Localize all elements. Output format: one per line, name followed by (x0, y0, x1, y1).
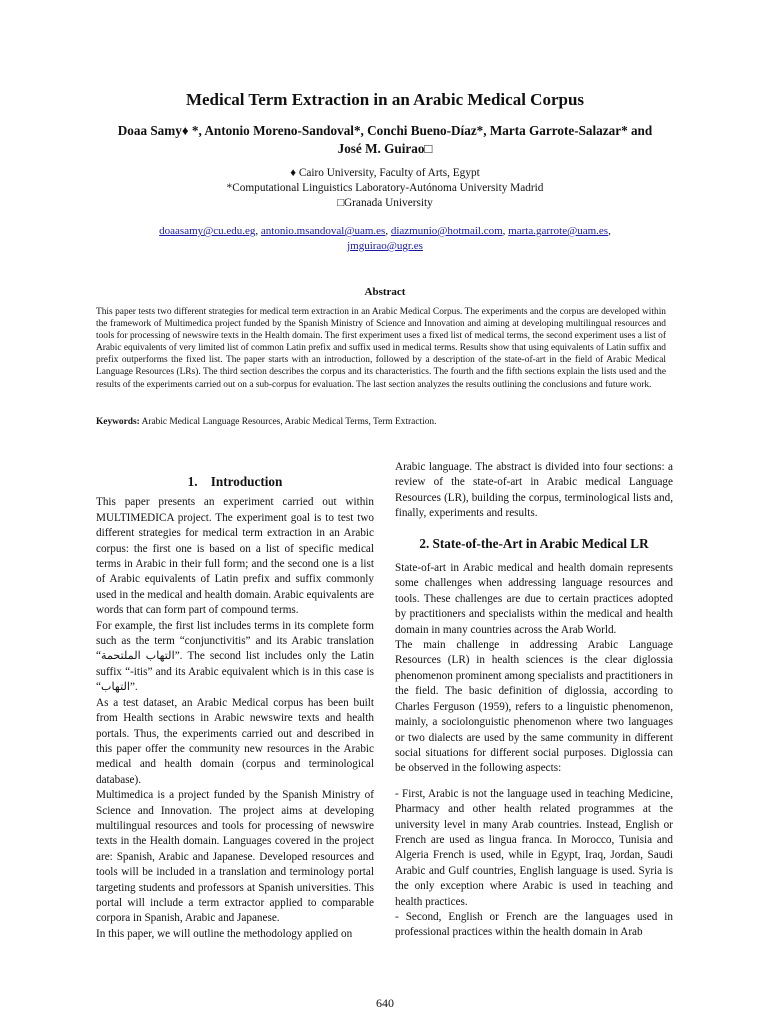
sota-bullet: - First, Arabic is not the language used in teaching Medicine, Pharmacy and other health related programmes at the university level in many Arab countries. Instead, English or French are used as lingua franca. In Morocco, Tunisia and Algeria French is used, while in Egypt, Iraq, Jordan, Saudi Arabic and Gulf countries, English language is used. Syria is the only exception where Arabic is used in teaching and health practices. (395, 787, 673, 908)
keywords-text: Arabic Medical Language Resources, Arabic Medical Terms, Term Extraction. (141, 417, 437, 427)
sota-paragraph: State-of-art in Arabic medical and health domain represents some challenges when addressing language resources and tools. These challenges are due to certain practices adopted by practitioners and specialists within the medical and health domain in many countries across the Arab World. (395, 562, 673, 636)
affiliation-cairo: ♦ Cairo University, Faculty of Arts, Egypt (290, 167, 480, 179)
email-separator: , (608, 225, 611, 237)
intro-paragraph: Multimedica is a project funded by the Spanish Ministry of Science and Innovation. The project aims at developing multilingual resources and tools for processing of newswire texts in the Health domain. Languages covered in the project are: Spanish, Arabic and Japanese. Developed resources and tools will be included in a translation and terminology portal targeting students and professors at Spanish universities. This portal will include a term extractor applied to comparable corpora in Spanish, Arabic and Japanese. (96, 789, 374, 925)
email-list (110, 224, 660, 254)
section-heading-introduction: 1. Introduction (187, 474, 283, 489)
intro-paragraph: As a test dataset, an Arabic Medical corpus has been built from Health sections in Arabic newswire texts and health portals. Thus, the experiments carried out and described in this paper offer the community new resources in the Arabic medical and health domain (corpus and terminological database). (96, 696, 374, 786)
authors-line-1: Doaa Samy♦ *, Antonio Moreno-Sandoval*, Conchi Bueno-Díaz*, Marta Garrote-Salazar* and (117, 123, 653, 138)
paragraph-gap (395, 777, 673, 787)
email-separator: , (502, 225, 509, 237)
left-column (96, 474, 374, 942)
keywords-label: Keywords: (96, 417, 140, 427)
intro-paragraph: In this paper, we will outline the methodology applied on (96, 927, 353, 940)
author-list (80, 122, 690, 158)
email-separator: , (385, 225, 391, 237)
email-separator: , (255, 225, 261, 237)
section-heading-state-of-the-art: 2. State-of-the-Art in Arabic Medical LR (419, 535, 649, 551)
intro-paragraph: This paper presents an experiment carried out within MULTIMEDICA project. The experiment goal is to test two different strategies for medical term extraction in an Arabic corpus: the first one is based on a list of specific medical terms in Arabic in their full form; and the second one is a list of Arabic equivalents of Latin prefix and suffix commonly used in the medical and health domain. Arabic equivalents are words that can form part of compound terms. (96, 496, 374, 617)
authors-line-2: José M. Guirao□ (337, 141, 433, 156)
page-number: 640 (376, 996, 394, 1010)
right-column (395, 460, 673, 941)
intro-paragraph: For example, the first list includes terms in its complete form such as the term “conjunctivitis” and its Arabic translation “التهاب الملتحمة”. The second list includes only the Latin suffix “-itis” and its Arabic equivalent which is in this case is “التهاب”. (96, 619, 374, 694)
affiliations (100, 166, 670, 211)
sota-paragraph: The main challenge in addressing Arabic Language Resources (LR) in health sciences is the clear diglossia phenomenon prominent among specialists and practitioners in the field. The basic definition of diglossia, according to Charles Ferguson (1959), refers to a linguistic phenomenon, mainly, a sociolonguistic phenomenon where two languages or two dialects are used by the same community in different social situations for different social purposes. Diglossia can be observed in the following aspects: (395, 639, 673, 775)
sota-bullet: - Second, English or French are the languages used in professional practices within the health domain in Arab (395, 910, 673, 939)
email-link[interactable]: diazmunio@hotmail.com (390, 225, 503, 237)
affiliation-madrid: *Computational Linguistics Laboratory-Autónoma University Madrid (226, 182, 544, 194)
email-link[interactable]: jmguirao@ugr.es (347, 240, 423, 252)
email-link[interactable]: doaasamy@cu.edu.eg (159, 225, 256, 237)
email-link[interactable]: antonio.msandoval@uam.es (260, 225, 386, 237)
keywords (96, 416, 666, 428)
abstract-text: This paper tests two different strategies for medical term extraction in an Arabic Medical Corpus. The experiments and the corpus are developed within the framework of Multimedica project funded by the Spanish Ministry of Science and Innovation and aiming at developing multilingual resources and tools for processing of newswire texts in the Health domain. The first experiment uses a fixed list of medical terms, the second experiment uses a list of Arabic equivalents of very limited list of common Latin prefix and suffix used in medical terms. Results show that using equivalents of Latin suffix and prefix outperforms the fixed list. The paper starts with an introduction, followed by a description of the state-of-art in the field of Arabic Medical Language Resources (LRs). The third section describes the corpus and its characteristics. The fourth and the fifth sections explain the lists used and the results of the experiments carried out on a sub-corpus for evaluation. The last section analyzes the results outlining the conclusions and future work. (96, 307, 666, 390)
paper-title: Medical Term Extraction in an Arabic Medical Corpus (185, 90, 585, 109)
intro-continuation: Arabic language. The abstract is divided into four sections: a review of the state-of-art in Arabic medical Language Resources (LR), building the corpus, terminological lists and, finally, experiments and results. (395, 461, 673, 520)
email-link[interactable]: marta.garrote@uam.es (508, 225, 609, 237)
abstract-heading: Abstract (364, 286, 406, 298)
affiliation-granada: □Granada University (337, 197, 433, 209)
